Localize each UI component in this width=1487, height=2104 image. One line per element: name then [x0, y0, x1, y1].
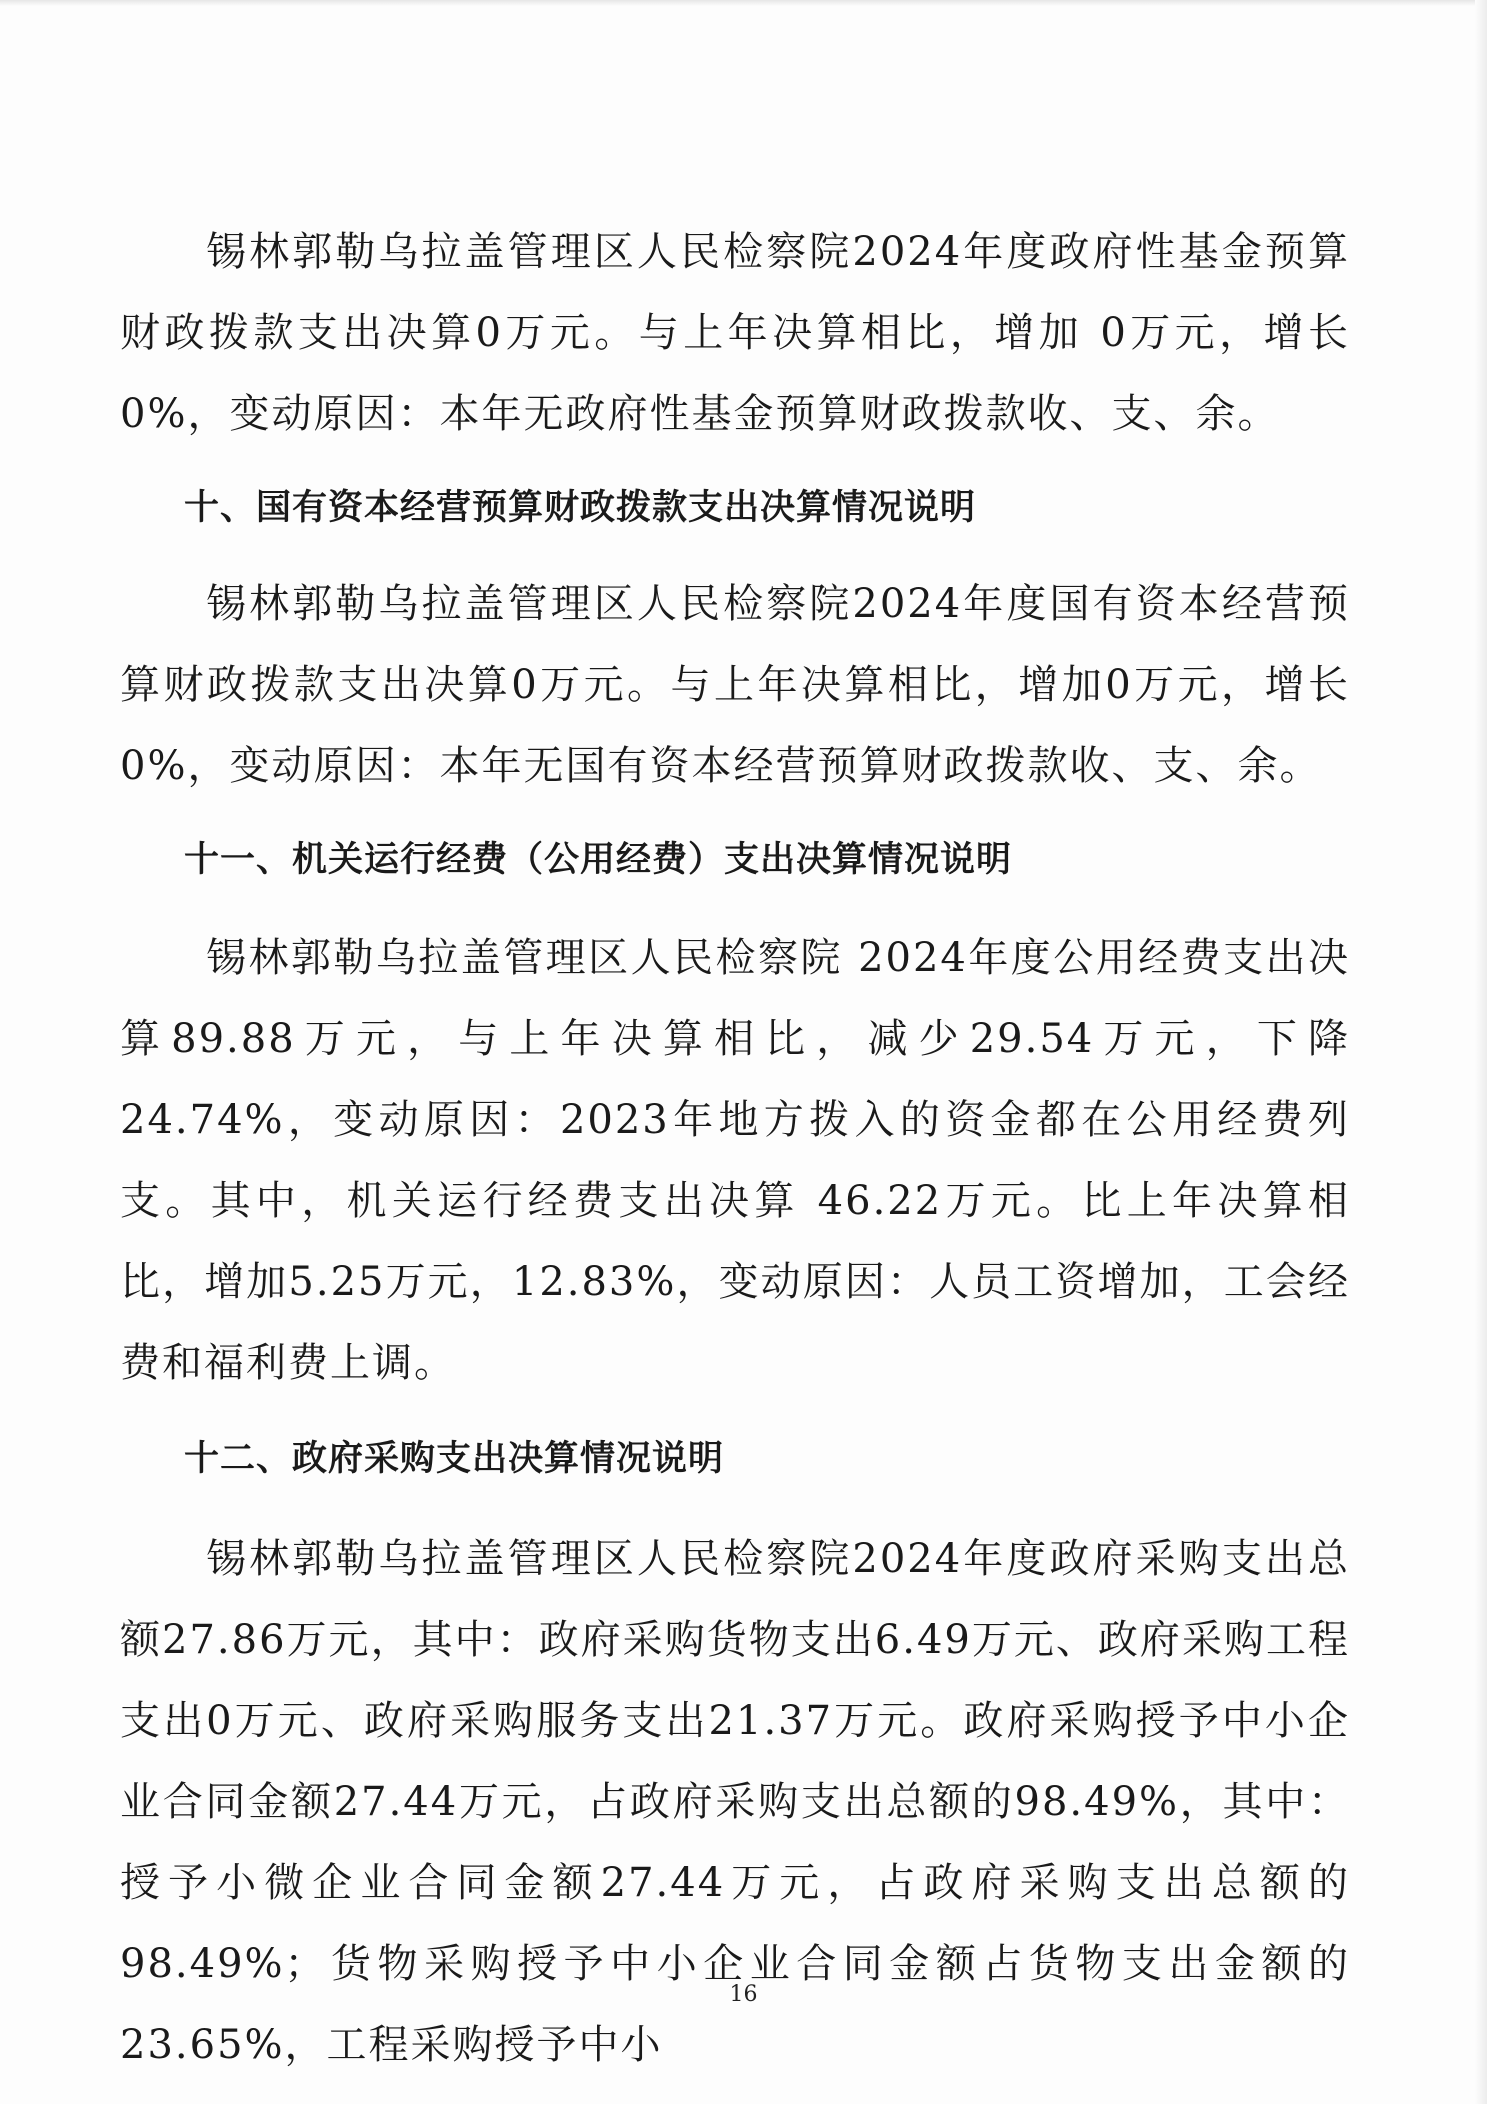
paragraph-state-capital: 锡林郭勒乌拉盖管理区人民检察院2024年度国有资本经营预算财政拨款支出决算0万元。与上年决算相比，增加0万元，增长 0%，变动原因：本年无国有资本经营预算财政拨款收、支、余。 — [120, 581, 1350, 789]
section-heading-11: 十一、机关运行经费（公用经费）支出决算情况说明 — [184, 840, 1013, 880]
section-heading-10: 十、国有资本经营预算财政拨款支出决算情况说明 — [184, 488, 977, 528]
section-heading-12: 十二、政府采购支出决算情况说明 — [184, 1439, 725, 1479]
paragraph-government-fund: 锡林郭勒乌拉盖管理区人民检察院2024年度政府性基金预算财政拨款支出决算0万元。与上年决算相比，增加 0万元，增长0%，变动原因：本年无政府性基金预算财政拨款收、支、余。 — [120, 229, 1350, 437]
scan-top-edge — [0, 0, 1487, 6]
page-number: 16 — [729, 1982, 758, 2007]
paragraph-government-procurement: 锡林郭勒乌拉盖管理区人民检察院2024年度政府采购支出总额27.86万元，其中：政府采购货物支出6.49万元、政府采购工程支出0万元、政府采购服务支出21.37万元。政府采购授予中小企业合同金额27.44万元，占政府采购支出总额的98.49%，其中：授予小微企业合同金额27.44万元，占政府采购支出总额的98.49%；货物采购授予中小企业合同金额占货物支出金额的23.65%，工程采购授予中小 — [120, 1536, 1350, 2068]
paragraph-public-expenses: 锡林郭勒乌拉盖管理区人民检察院 2024年度公用经费支出决算89.88万元，与上年决算相比，减少29.54万元，下降24.74%，变动原因：2023年地方拨入的资金都在公用经费列支。其中，机关运行经费支出决算 46.22万元。比上年决算相比，增加5.25万元，12.83%，变动原因：人员工资增加，工会经费和福利费上调。 — [120, 935, 1350, 1386]
scan-right-edge — [1475, 0, 1487, 2104]
page-body — [120, 212, 1350, 2086]
